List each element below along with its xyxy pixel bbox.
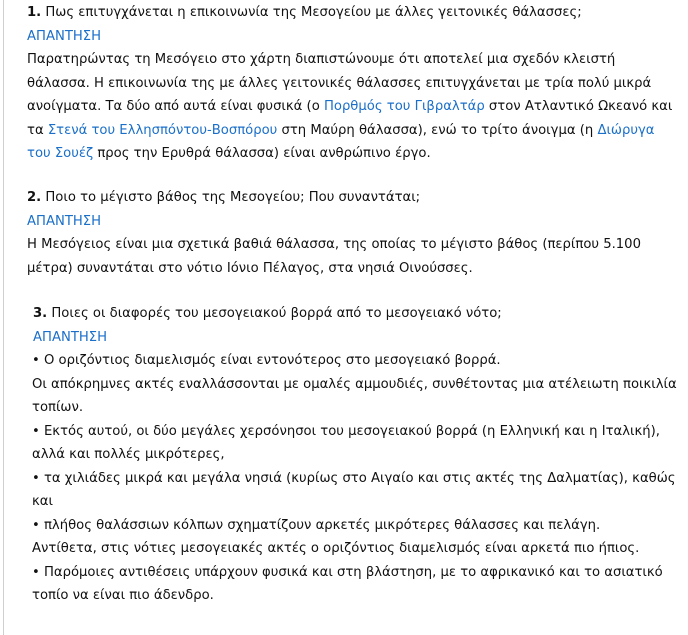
answer-2-text: Η Μεσόγειος είναι μια σχετικά βαθιά θάλασσα, της οποίας το μέγιστο βάθος (περίπου 5.100 μέτρα) συναντάται στο νότιο Ιόνιο Πέλαγος, στα νησιά Οινούσσες. bbox=[27, 237, 641, 276]
answer-2-label: ΑΠΑΝΤΗΣΗ bbox=[27, 213, 102, 229]
answer-3-line: • Εκτός αυτού, οι δύο μεγάλες χερσόνησοι του μεσογειακού βορρά (η Ελληνική και η Ιταλική), αλλά και πολλές μικρότερες, bbox=[32, 423, 660, 462]
answer-1-text bbox=[27, 48, 682, 166]
left-border-line bbox=[3, 0, 4, 635]
answer-3-line: • τα χιλιάδες μικρά και μεγάλα νησιά (κυρίως στο Αιγαίο και στις ακτές της Δαλματίας), καθώς και bbox=[32, 470, 676, 509]
question-2-text: Ποιο το μέγιστο βάθος της Μεσογείου; Που συναντάται; bbox=[45, 190, 421, 205]
question-block-3 bbox=[33, 302, 682, 608]
answer-1-text-part3: στη Μαύρη θάλασσα), ενώ το τρίτο άνοιγμα (η bbox=[277, 122, 598, 138]
answer-1-label: ΑΠΑΝΤΗΣΗ bbox=[27, 28, 102, 44]
answer-3-line: • Ο οριζόντιος διαμελισμός είναι εντονότερος στο μεσογειακό βορρά. bbox=[32, 353, 501, 368]
question-block-2 bbox=[27, 186, 682, 280]
answer-1-text-part2: στον Ατλαντικό Ωκεανό και τα bbox=[27, 99, 673, 138]
link-suez-canal[interactable]: Διώρυγα του Σουέζ bbox=[27, 122, 655, 161]
question-3-heading bbox=[33, 302, 682, 326]
question-block-1 bbox=[27, 1, 682, 166]
answer-3-line: • πλήθος θαλάσσιων κόλπων σχηματίζουν αρκετές μικρότερες θάλασσες και πελάγη. bbox=[32, 517, 601, 533]
answer-3-line: Αντίθετα, στις νότιες μεσογειακές ακτές ο οριζόντιος διαμελισμός είναι αρκετά πιο ήπιος. bbox=[32, 541, 640, 556]
answer-3-label: ΑΠΑΝΤΗΣΗ bbox=[33, 329, 108, 345]
answer-3-line: Οι απόκρημνες ακτές εναλλάσσονται με ομαλές αμμουδιές, συνθέτοντας μια ατέλειωτη ποικιλία τοπίων. bbox=[32, 376, 677, 415]
question-1-number: 1. bbox=[27, 5, 42, 20]
link-gibraltar[interactable]: Πορθμός του Γιβραλτάρ bbox=[323, 99, 485, 114]
question-3-text: Ποιες οι διαφορές του μεσογειακού βορρά από το μεσογειακό νότο; bbox=[51, 306, 502, 321]
question-2-heading bbox=[27, 186, 682, 210]
answer-1-text-part1: Παρατηρώντας τη Μεσόγειο στο χάρτη διαπιστώνουμε ότι αποτελεί μια σχεδόν κλειστή θάλασσα. Η επικοινωνία της με άλλες γειτονικές θάλασσες επιτυγχάνεται με τρία πολύ μικρά ανοίγματα. Τα δύο από αυτά είναι φυσικά (ο bbox=[27, 52, 652, 114]
answer-1-text-part4: προς την Ερυθρά θάλασσα) είναι ανθρώπινο έργο. bbox=[93, 146, 431, 161]
question-1-heading bbox=[27, 1, 682, 25]
question-1-text: Πως επιτυγχάνεται η επικοινωνία της Μεσογείου με άλλες γειτονικές θάλασσες; bbox=[45, 5, 582, 20]
answer-3-text bbox=[32, 349, 682, 608]
question-2-number: 2. bbox=[27, 190, 42, 205]
link-hellespont-bosporus[interactable]: Στενά του Ελλησπόντου-Βοσπόρου bbox=[47, 122, 278, 138]
question-3-number: 3. bbox=[33, 306, 48, 321]
answer-3-line: • Παρόμοιες αντιθέσεις υπάρχουν φυσικά και στη βλάστηση, με το αφρικανικό και το ασιατικό τοπίο να είναι πιο άδενδρο. bbox=[32, 564, 663, 603]
